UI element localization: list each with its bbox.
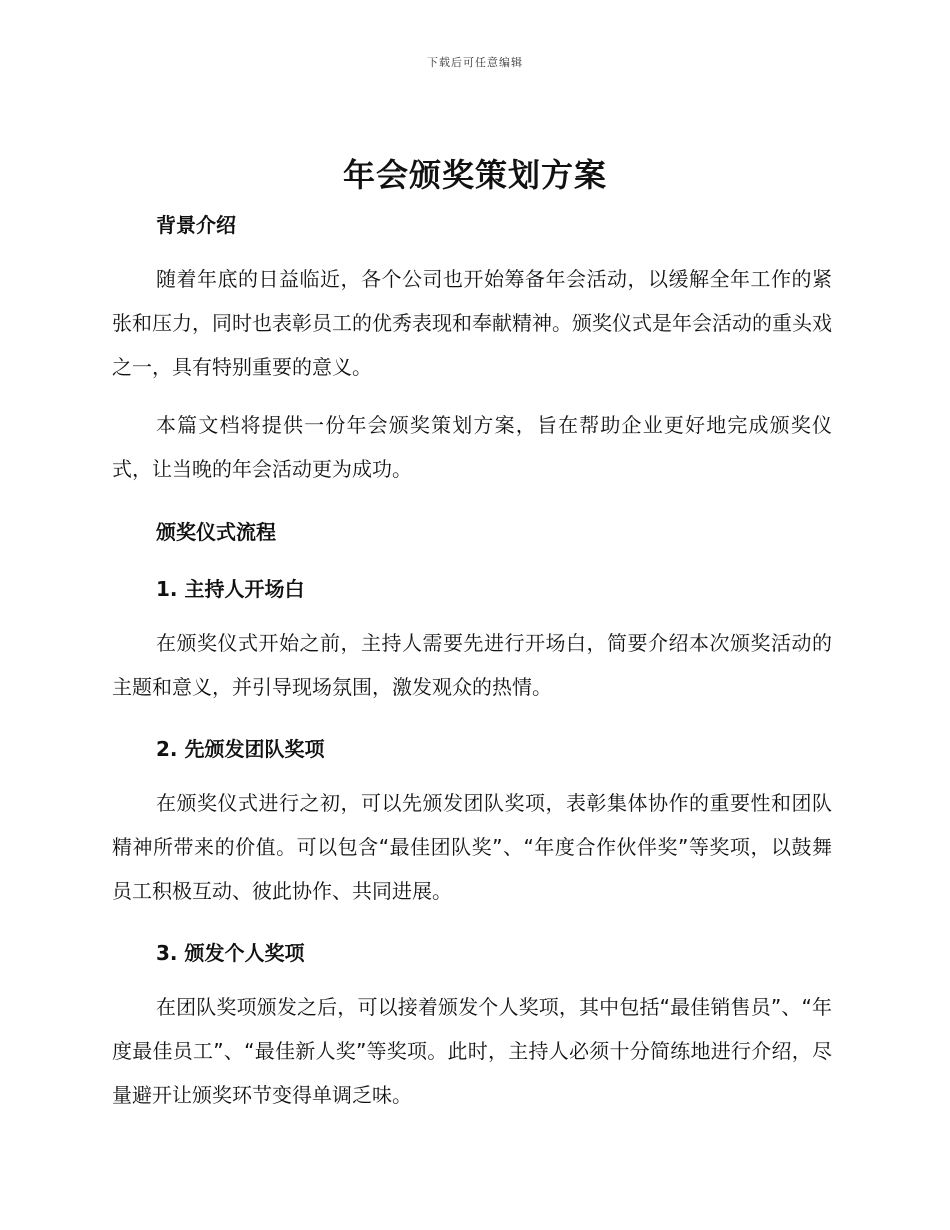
step-heading-1: 1. 主持人开场白 — [156, 577, 305, 601]
background-paragraph-2: 本篇文档将提供一份年会颁奖策划方案，旨在帮助企业更好地完成颁奖仪式，让当晚的年会活动更为成功。 — [112, 413, 832, 481]
step-paragraph-1: 在颁奖仪式开始之前，主持人需要先进行开场白，简要介绍本次颁奖活动的主题和意义，并引导现场氛围，激发观众的热情。 — [112, 631, 832, 699]
step-heading-2: 2. 先颁发团队奖项 — [156, 737, 325, 761]
background-paragraph-1: 随着年底的日益临近，各个公司也开始筹备年会活动，以缓解全年工作的紧张和压力，同时也表彰员工的优秀表现和奉献精神。颁奖仪式是年会活动的重头戏之一，具有特别重要的意义。 — [112, 267, 832, 379]
header-note: 下载后可任意编辑 — [427, 56, 523, 69]
section-heading-process: 颁奖仪式流程 — [156, 520, 276, 544]
step-paragraph-3: 在团队奖项颁发之后，可以接着颁发个人奖项，其中包括“最佳销售员”、“年度最佳员工”、“最佳新人奖”等奖项。此时，主持人必须十分简练地进行介绍，尽量避开让颁奖环节变得单调乏味。 — [112, 995, 832, 1107]
section-heading-background: 背景介绍 — [156, 213, 236, 237]
step-paragraph-2: 在颁奖仪式进行之初，可以先颁发团队奖项，表彰集体协作的重要性和团队精神所带来的价值。可以包含“最佳团队奖”、“年度合作伙伴奖”等奖项，以鼓舞员工积极互动、彼此协作、共同进展。 — [112, 791, 832, 903]
document-title: 年会颁奖策划方案 — [342, 156, 607, 194]
step-heading-3: 3. 颁发个人奖项 — [156, 941, 305, 965]
